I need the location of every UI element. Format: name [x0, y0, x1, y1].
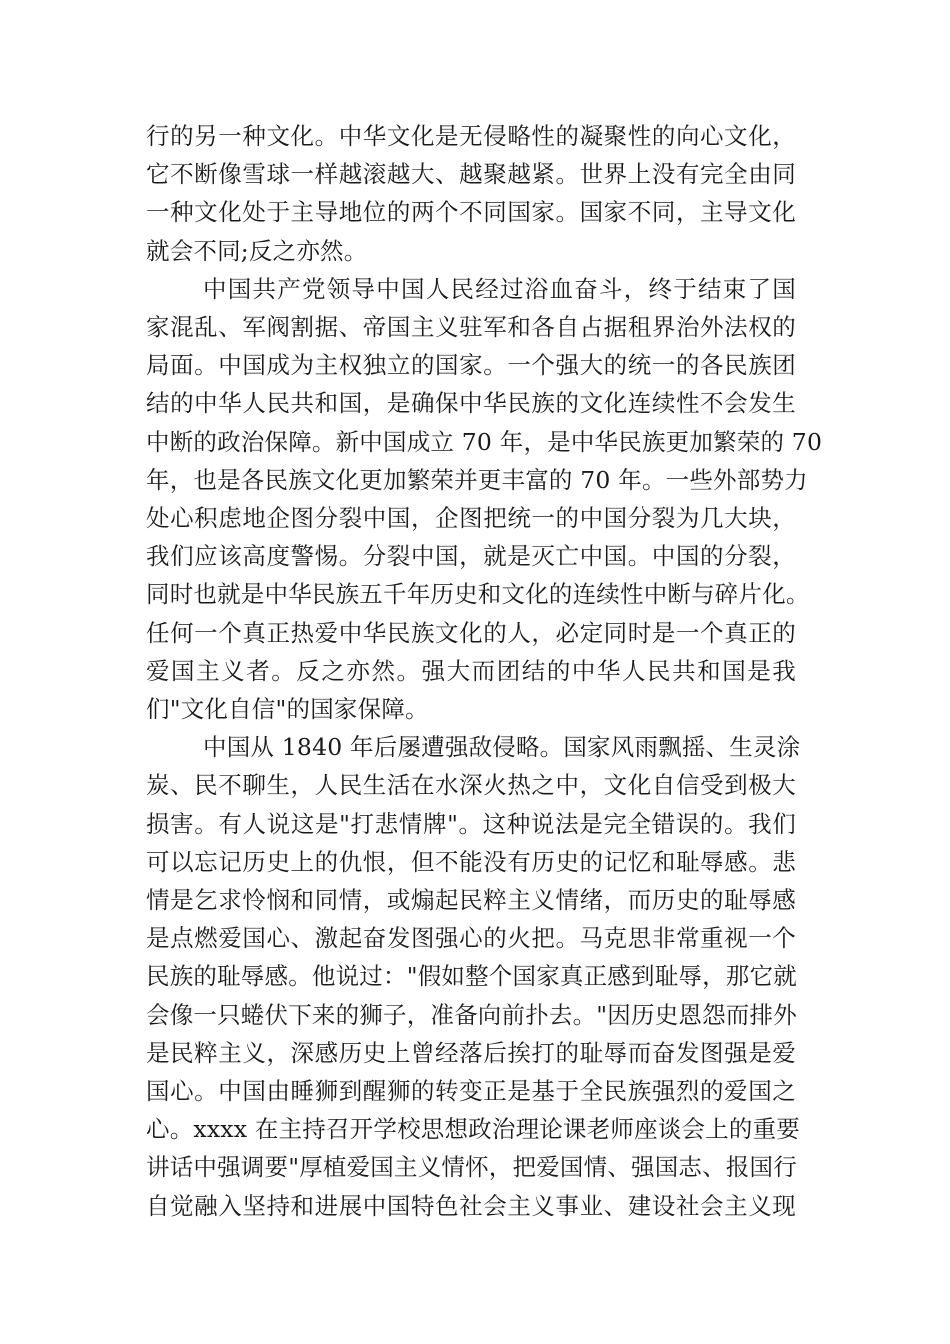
text-line: 炭、民不聊生，人民生活在水深火热之中，文化自信受到极大: [146, 771, 796, 800]
text-line: 我们应该高度警惕。分裂中国，就是灭亡中国。中国的分裂，: [146, 542, 796, 571]
text-line: 行的另一种文化。中华文化是无侵略性的凝聚性的向心文化，: [146, 122, 796, 150]
text-line: 一种文化处于主导地位的两个不同国家。国家不同，主导文化: [146, 198, 796, 227]
text-line: 结的中华人民共和国，是确保中华民族的文化连续性不会发生: [146, 389, 796, 418]
text-line: 心。xxxx 在主持召开学校思想政治理论课老师座谈会上的重要: [146, 1115, 800, 1144]
text-line: 中国从 1840 年后屡遭强敌侵略。国家风雨飘摇、生灵涂: [203, 733, 801, 762]
text-line: 任何一个真正热爱中华民族文化的人，必定同时是一个真正的: [146, 618, 796, 647]
text-line: 自觉融入坚持和进展中国特色社会主义事业、建设社会主义现: [146, 1191, 796, 1220]
text-line: 会像一只蜷伏下来的狮子，准备向前扑去。"因历史恩怨而排外: [146, 1000, 797, 1029]
text-line: 同时也就是中华民族五千年历史和文化的连续性中断与碎片化。: [146, 580, 810, 609]
text-line: 年，也是各民族文化更加繁荣并更丰富的 70 年。一些外部势力: [146, 465, 808, 494]
text-line: 们"文化自信"的国家保障。: [146, 695, 429, 724]
text-line: 中断的政治保障。新中国成立 70 年，是中华民族更加繁荣的 70: [146, 427, 823, 456]
text-line: 情是乞求怜悯和同情，或煽起民粹主义情绪，而历史的耻辱感: [146, 886, 796, 915]
text-line: 可以忘记历史上的仇恨，但不能没有历史的记忆和耻辱感。悲: [146, 847, 796, 876]
text-line: 处心积虑地企图分裂中国，企图把统一的中国分裂为几大块，: [146, 504, 796, 533]
text-line: 就会不同;反之亦然。: [146, 236, 368, 265]
text-line: 民族的耻辱感。他说过："假如整个国家真正感到耻辱，那它就: [146, 962, 797, 991]
text-line: 讲话中强调要"厚植爱国主义情怀，把爱国情、强国志、报国行: [146, 1153, 797, 1182]
paragraph-2: [146, 270, 823, 728]
text-line: 它不断像雪球一样越滚越大、越聚越紧。世界上没有完全由同: [146, 160, 796, 189]
text-line: 爱国主义者。反之亦然。强大而团结的中华人民共和国是我: [146, 656, 796, 685]
text-line: 是点燃爱国心、激起奋发图强心的火把。马克思非常重视一个: [146, 924, 796, 953]
text-line: 局面。中国成为主权独立的国家。一个强大的统一的各民族团: [146, 351, 796, 380]
paragraph-1: [146, 117, 796, 270]
text-line: 是民粹主义，深感历史上曾经落后挨打的耻辱而奋发图强是爱: [146, 1038, 796, 1067]
text-line: 家混乱、军阀割据、帝国主义驻军和各自占据租界治外法权的: [146, 313, 796, 342]
text-line: 损害。有人说这是"打悲情牌"。这种说法是完全错误的。我们: [146, 809, 796, 838]
text-line: 国心。中国由睡狮到醒狮的转变正是基于全民族强烈的爱国之: [146, 1077, 796, 1106]
paragraph-3: [146, 728, 801, 1225]
document-page: [146, 117, 823, 1225]
text-line: 中国共产党领导中国人民经过浴血奋斗，终于结束了国: [203, 274, 796, 303]
